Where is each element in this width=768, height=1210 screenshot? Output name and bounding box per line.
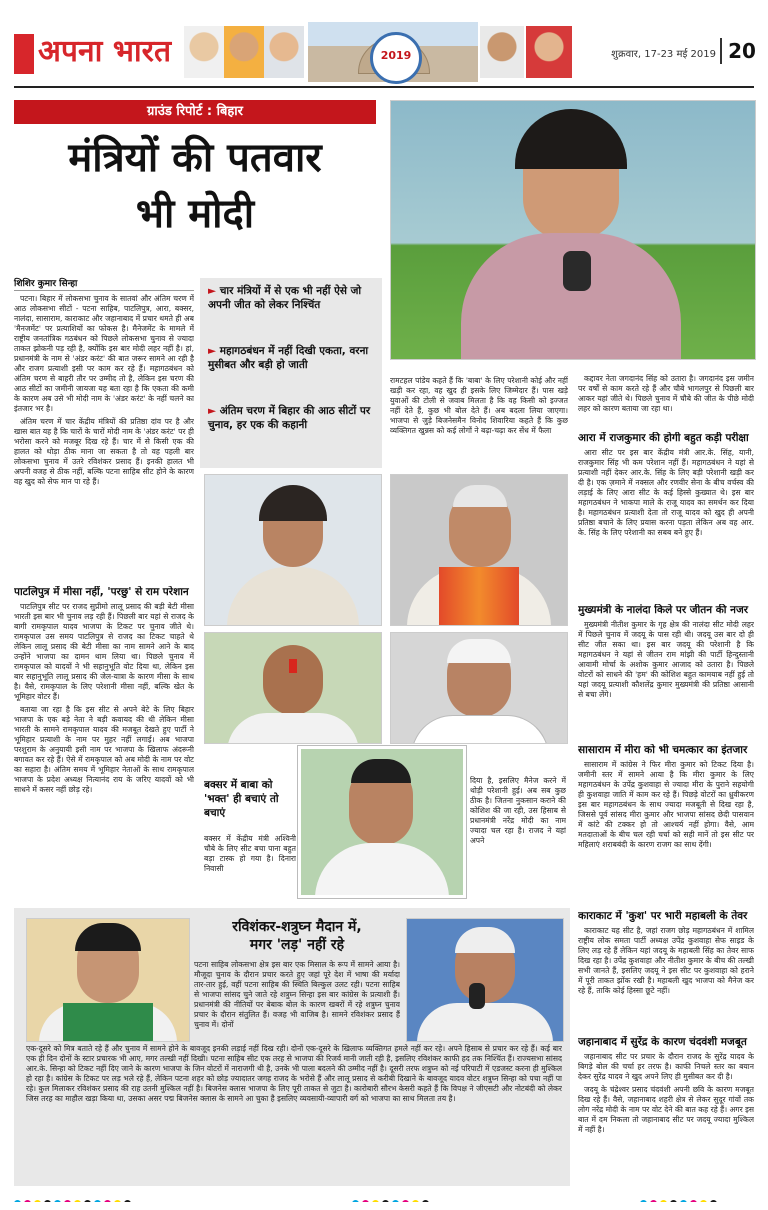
registration-dot (362, 1200, 369, 1202)
article-paragraph: अंतिम चरण में चार केंद्रीय मंत्रियों की प्रतिष्ठा दांव पर है और खास बात यह है कि चारों के चारों मोदी नाम के 'अंडर करंट' पर ही भरोसा करने को मजबूर दिख रहे हैं। चार में से किसी एक की हालत को थोड़ा ठीक माना जा सकता है तो वह पहली बार लोकसभा चुनाव में उतरे रविशंकर प्रसाद हैं। इनकी हालत भी अपनी वजह से ठीक नहीं, बल्कि पटना साहिब सीट होने के कारण वह खुद को सेफ मान पा रहे हैं। (14, 417, 194, 486)
photo-figure-body (315, 843, 449, 898)
article-paragraph: जहानाबाद सीट पर प्रचार के दौरान राजद के सुरेंद्र यादव के बिगड़े बोल की चर्चा हर तरफ है। काफी निचले स्तर का बयान देकर सुरेंद्र यादव ने खुद अपने लिए ही मुसीबत कर दी है। (578, 1052, 754, 1081)
registration-dot (422, 1200, 429, 1202)
registration-dot (114, 1200, 121, 1202)
photo-figure-hair (515, 109, 627, 169)
photo-scarf (439, 567, 519, 626)
article-paragraph: पटना। बिहार में लोकसभा चुनाव के सातवां और अंतिम चरण में आठ लोकसभा सीटों - पटना साहिब, पाटलिपुत्र, आरा, बक्सर, नालंदा, सासाराम, काराकाट और जहानाबाद में प्रचार थमते ही अब 'मैनजमेंट' पर प्रत्याशियों का फोकस है। मैनेजमेंट के मामले में राष्ट्रीय जनतांत्रिक गठबंधन को पिछले लोकसभा चुनाव से ज्यादा ताकत झोकनी पड़ रही है, क्योंकि इस बार मोदी लहर नहीं है। हां, प्रधानमंत्री के नाम से 'अंडर करंट' की बात जरूर सामने आ रही है और राजग प्रत्याशी इसी पर काम कर रहे हैं। महागठबंधन को अंतिम चरण से बाहरी तौर पर उम्मीद तो है, लेकिन इस चरण की आठ सीटों का जमीनी जायजा यह बता रहा है कि एकता की कमी के कारण अब उसे भी मोदी नाम के 'अंडर करंट' के नहीं चलने का इंतजार भर है। (14, 294, 194, 413)
highlight-item (208, 284, 378, 312)
photo-shatrughan-sinha (26, 918, 190, 1042)
headline-line-1: मंत्रियों की पतवार (68, 135, 322, 181)
masthead-title: अपना भारत (38, 34, 172, 69)
photo-microphone (469, 983, 485, 1009)
photo-rk-singh (298, 746, 466, 898)
patna-headline-line-1: रविशंकर-शत्रुघ्न मैदान में, (232, 919, 362, 935)
highlight-text: महागठबंधन में नहीं दिखी एकता, वरना मुसीबत और बड़ी हो जाती (208, 345, 369, 371)
leader-photo (184, 26, 224, 78)
photo-figure-hair (259, 485, 327, 521)
registration-dot (44, 1200, 51, 1202)
patna-lead-text: पटना साहिब लोकसभा क्षेत्र इस बार एक मिसाल के रूप में सामने आया है। मौजूदा चुनाव के दौरान प्रचार करते हुए जहां पूरे देश में भाषा की मर्यादा तार-तार हुई, वहीं पटना साहिब की स्थिति बिल्कुल उलट रही। पटना साहिब से भाजपा सांसद चुने जाते रहे शत्रुघ्न सिन्हा इस बार कांग्रेस के प्रत्याशी हैं। प्रधानमंत्री की नीतियों पर बेबाक बोल के कारण खबरों में रहे शत्रुघ्न चुनाव प्रचार के दौरान संतुलित हैं। वजह भी वाजिब है। सामने रविशंकर प्रसाद हैं चुनाव में। दोनों (194, 960, 400, 1029)
photo-scarf (63, 1003, 153, 1042)
photo-tilak (289, 659, 297, 673)
photo-ravi-shankar-prasad (406, 918, 564, 1042)
highlight-item (208, 344, 378, 372)
photo-ram-kripal-yadav (204, 632, 382, 744)
masthead-red-block (14, 34, 34, 74)
article-paragraph: सासाराम में कांग्रेस ने फिर मीरा कुमार को टिकट दिया है। जमीनी स्तर में सामने आया है कि मीरा कुमार के लिए महागठबंधन के उपेंद्र कुशवाहा से ज्यादा मीरा के पुराने सहयोगी ही कुशवाहा जाति में काम कर रहे हैं। पिछड़े वोटरों का ध्रुवीकरण इस बार महागठबंधन के साथ ज्यादा मजबूती से दिख रहा है, जिससे पूर्व सांसद मीरा कुमार और भाजपा सांसद छेदी पासवान में कांटे की टक्कर हो तो आश्चर्य नहीं होगा। वैसे, आम मतदाताओं के बीच चल रही चर्चा को सही मानें तो इस सीट पर महिलाएं शराबबंदी के कारण राजग का साथ देंगी। (578, 760, 754, 849)
photo-figure-body (417, 1003, 553, 1042)
leader-photo (264, 26, 304, 78)
registration-dot (94, 1200, 101, 1202)
photo-ashwini-choubey (390, 474, 568, 626)
registration-dot (660, 1200, 667, 1202)
headline (14, 130, 376, 242)
registration-dot (392, 1200, 399, 1202)
registration-dot (670, 1200, 677, 1202)
headline-line-2: भी मोदी (135, 191, 255, 237)
subhead-jehanabad: जहानाबाद में सुरेंद्र के कारण चंदवंशी मजबूत (578, 1036, 747, 1048)
article-paragraph: कद्दावर नेता जगदानंद सिंह को उतारा है। जगदानंद इस जमीन पर वर्षों से काम करते रहे हैं और चौबे भागलपुर से पिछली बार आकर यहां जीते थे। पिछले चुनाव में चौबे की जीत के पीछे मोदी लहर को कारण बताया जा रहा था। (578, 374, 754, 413)
registration-dot (352, 1200, 359, 1202)
highlights-box (200, 278, 382, 468)
registration-dot (650, 1200, 657, 1202)
article-paragraph: बताया जा रहा है कि इस सीट से अपने बेटे के लिए बिहार भाजपा के एक बड़े नेता ने बड़ी कवायद की थी लेकिन मीसा भारती के सामने रामकृपाल यादव की मजबूत देखते हुए पार्टी ने भूमिहार प्रत्याशी के नाम पर मुहर नहीं लगाई। अब भाजपा परशुराम के अनुयायी इसी नाम पर भाजपा के खिलाफ अंदरूनी बगावत कर रहे हैं। ऐसे में रामकृपाल को अब मोदी के नाम पर वोट का सहारा है। अंतिम समय में भूमिहार नेताओं के साथ रामकृपाल भाजपा के प्रदेश अध्यक्ष नित्यानंद राय के जरिए यादवों को भी साधने में कसर नहीं छोड़ रहे। (14, 705, 194, 794)
leader-photo (480, 26, 524, 78)
registration-dot (34, 1200, 41, 1202)
byline: शिशिर कुमार सिन्हा (14, 279, 78, 289)
article-paragraph: जदयू के चंद्रेश्वर प्रसाद चंदवंशी अपनी छवि के कारण मजबूत दिख रहे हैं। वैसे, जहानाबाद शहरी क्षेत्र से लेकर सुदूर गांवों तक लोग नरेंद्र मोदी के नाम पर वोट देने की बात कह रहे हैं। अगर इस बात में दम निकला तो जहानाबाद सीट पर जदयू ज्यादा मुश्किल में नहीं है। (578, 1085, 754, 1134)
header-rule (14, 86, 754, 88)
photo-microphone (563, 251, 591, 291)
arrow-bullet-icon: ► (208, 405, 217, 417)
article-column-4 (578, 374, 754, 428)
registration-dot (372, 1200, 379, 1202)
photo-figure-head (263, 645, 323, 715)
registration-dot (24, 1200, 31, 1202)
arrow-bullet-icon: ► (208, 285, 217, 297)
parliament-image (308, 22, 478, 82)
patna-headline-line-2: मगर 'लड़' नहीं रहे (249, 937, 345, 953)
subhead-ara: आरा में राजकुमार की होगी बहुत कड़ी परीक्षा (578, 432, 749, 444)
photo-figure-hair (75, 923, 141, 951)
registration-dot (700, 1200, 707, 1202)
header-photo-strip (184, 22, 576, 82)
photo-misa-bharti (390, 100, 756, 360)
subhead-buxar: बक्सर में बाबा को 'भक्त' ही बचाएं तो बचाएं (204, 779, 279, 819)
registration-dot (680, 1200, 687, 1202)
leader-photo (224, 26, 264, 78)
article-column-4-karakat (578, 926, 754, 1032)
highlight-text: अंतिम चरण में बिहार की आठ सीटों पर चुनाव, हर एक की कहानी (208, 405, 371, 431)
registration-dot (412, 1200, 419, 1202)
registration-dot (690, 1200, 697, 1202)
election-badge (370, 32, 422, 84)
article-column-1 (14, 294, 194, 586)
page-number: 20 (720, 38, 762, 64)
registration-dot (54, 1200, 61, 1202)
photo-figure-hair (455, 927, 515, 953)
registration-dot (104, 1200, 111, 1202)
registration-dot (124, 1200, 131, 1202)
subhead-nalanda: मुख्यमंत्री के नालंदा किले पर जीतन की नजर (578, 604, 749, 616)
color-registration-dots (640, 1192, 754, 1202)
article-column-4-nalanda (578, 620, 754, 740)
article-paragraph: पाटलिपुत्र सीट पर राजद सुप्रीमो लालू प्रसाद की बड़ी बेटी मीसा भारती इस बार भी चुनाव लड़ रही हैं। पिछली बार यहां से राजद के बागी रामकृपाल यादव भाजपा के टिकट पर चुनाव जीते थे। रामकृपाल उस समय पाटलिपुत्र से राजद का टिकट चाहते थे लेकिन लालू प्रसाद की बेटी मीसा का नाम सामने आने के बाद उन्होंने भाजपा का दामन थाम लिया था। पिछले चुनाव में रामकृपाल को यादवों ने भी सहानुभूति वोट दिया था, लेकिन इस बार सहानुभूति लालू प्रसाद की जेल-यात्रा के कारण मीसा के साथ है। वैसे, रामकृपाल के लिए परेशानी मीसा नहीं, बल्कि खेत के भूमिहार वोटर हैं। (14, 602, 194, 701)
kicker-label: ग्राउंड रिपोर्ट : बिहार (14, 100, 376, 124)
registration-dot (402, 1200, 409, 1202)
color-registration-dots (352, 1192, 482, 1202)
article-column-1b (14, 602, 194, 900)
photo-figure-hair (447, 639, 511, 663)
photo-figure-body (411, 715, 549, 744)
highlight-item (208, 404, 378, 432)
registration-dot (64, 1200, 71, 1202)
highlight-text: चार मंत्रियों में से एक भी नहीं ऐसे जो अपनी जीत को लेकर निश्चिंत (208, 285, 362, 311)
registration-dot (84, 1200, 91, 1202)
subhead-patliputra: पाटलिपुत्र में मीसा नहीं, 'परछु' से राम परेशान (14, 586, 189, 598)
article-column-4-sasaram (578, 760, 754, 906)
subhead-sasaram: सासाराम में मीरा को भी चमत्कार का इंतजार (578, 744, 748, 756)
registration-dot (710, 1200, 717, 1202)
patna-headline (194, 918, 400, 954)
photo-figure-hair (351, 759, 411, 783)
leader-photo (526, 26, 572, 78)
registration-dot (14, 1200, 21, 1202)
article-mid-text: रामटहल पांडेय कहते हैं कि 'बाबा' के लिए परेशानी कोई और नहीं खड़ी कर रहा, वह खुद ही इसके लिए जिम्मेदार हैं। पास खड़े युवाओं की टोली से जवाब मिलता है कि वह किसी को इज्जत नहीं देते हैं, कुछ भी बोल देते हैं। अब बदला लिया जाएगा। भाजपा से जुड़े बिजनेसमैन विनोद शिवारिया कहते हैं कि कुछ व्यक्तिगत खुन्नस को कई लोगों ने बढ़ा-चढ़ा कर सेंध में फैला (390, 376, 568, 435)
photo-figure-body (227, 713, 359, 744)
buxar-text: बक्सर में केंद्रीय मंत्री अश्विनी चौबे के लिए सीट बचा पाना बहुत बड़ा टास्क हो गया है। दिनारा निवासी (204, 834, 296, 873)
registration-dot (382, 1200, 389, 1202)
article-paragraph: आरा सीट पर इस बार केंद्रीय मंत्री आर.के. सिंह, यानी, राजकुमार सिंह भी कम परेशान नहीं हैं। महागठबंधन ने यहां से प्रत्याशी नहीं देकर आर.के. सिंह के लिए बड़ी परेशानी खड़ी कर दी है। एक ज़माने में नक्सल और रणवीर सेना के बीच वर्चस्व की लड़ाई के लिए आरा सीट के कई हिस्से कुख्यात थे। इस बार महागठबंधन ने भाकपा माले के राजू यादव का समर्थन कर दिया है। महागठबंधन प्रत्याशी देता तो राजू यादव को खुद ही अपनी प्रतिष्ठा बचाने के लिए प्रयास करना पड़ता लेकिन अब वह आर. के. सिंह के लिए परेशानी का सबब बने हुए हैं। (578, 448, 754, 537)
issue-date: शुक्रवार, 17-23 मई 2019 (611, 49, 716, 60)
article-paragraph: मुख्यमंत्री नीतीश कुमार के गृह क्षेत्र की नालंदा सीट मोदी लहर में पिछले चुनाव में जदयू के पास रही थी। जदयू उस बार दो ही सीट जीत सका था। इस बार जदयू की परेशानी है कि महागठबंधन ने यहां से जीतन राम मांझी की पार्टी हिन्दुस्तानी आवामी मोर्चा के अशोक कुमार आजाद को उतारा है। पिछले वोटरों को साधने की 'हम' की कोशिश बहुत कामयाब नहीं हुई तो यहां जदयू प्रत्याशी कौशलेंद्र कुमार मुख्यमंत्री की प्रतिष्ठा आसानी से बचा लेंगे। (578, 620, 754, 699)
photo-figure-body (227, 567, 359, 626)
buxar-text-continued: दिया है, इसलिए मैनेज करने में थोड़ी परेशानी हुई। अब सब कुछ ठीक है। जितना नुकसान कराने की कोशिश की जा रही, उस हिसाब से प्रधानमंत्री नरेंद्र मोदी का नाम ज्यादा चल रहा है। राजद ने यहां अपने (470, 776, 566, 845)
registration-dot (74, 1200, 81, 1202)
arrow-bullet-icon: ► (208, 345, 217, 357)
masthead-bar (14, 28, 182, 78)
patna-body-text: एक-दूसरे को मित्र बताते रहे हैं और चुनाव में सामने होने के बावजूद इनकी लड़ाई नहीं दिख रही। दोनों एक-दूसरे के खिलाफ व्यक्तिगत हमले नहीं कर रहे। अपने हिसाब से प्रचार कर रहे हैं। कई बार एक ही दिन दोनों के स्टार प्रचारक भी आए, मगर तल्खी नहीं दिखी। पटना साहिब सीट एक तरह से भाजपा की रिजर्व मानी जाती रही है, इसलिए रविशंकर काफी हद तक निश्चिंत हैं। राज्यसभा सांसद आर.के. सिन्हा को टिकट नहीं दिए जाने के कारण भाजपा के जिन वोटरों में नाराजगी थी है, उनके भी पाला बदलने की उम्मीद नहीं है। दूसरी तरफ शत्रुघ्न को नई परिपाटी में एडजस्ट करना ही मुश्किल हो रहा है। कांग्रेस के टिकट पर लड़ भले रहे हैं, लेकिन पटना शहर को छोड़ ज्यादातर जगह राजद के भरोसे हैं और लालू प्रसाद से करीबी दिखाने के बावजूद यादव वोटर शत्रुघ्न सिन्हा को पचा नहीं पा रहे। कुल मिलाकर रविशंकर प्रसाद की राह उतनी मुश्किल नहीं है। बिजनेस क्लास भाजपा के लिए पूरी ताकत से जुटा है। कारोबारी सौरभ केसरी कहते हैं कि विपक्ष ने जीएसटी और नोटबंदी को लेकर जिस तरह का माहौल खड़ा किया था, उसका असर पद्म बिजनेस क्लास के सामने आ चुका है इसलिए व्यवसायी-व्यापारी वर्ग को भाजपा का साथ मिलता तय है। (26, 1044, 562, 1103)
photo-figure-hair (453, 485, 507, 507)
photo-jagdanand-singh (390, 632, 568, 744)
registration-dot (640, 1200, 647, 1202)
photo-meira-kumar (204, 474, 382, 626)
election-badge-year: 2019 (380, 49, 412, 62)
article-column-4-ara (578, 448, 754, 600)
byline-rule (14, 290, 194, 291)
subhead-karakat: काराकाट में 'कुश' पर भारी महाबली के तेवर (578, 910, 748, 922)
article-paragraph: काराकाट यह सीट है, जहां राजग छोड़ महागठबंधन में शामिल राष्ट्रीय लोक समता पार्टी अध्यक्ष उपेंद्र कुशवाहा सेफ साइड के लिए लड़ रहे हैं लेकिन यहां जदयू के महाबली सिंह का तेवर साफ दिख रहा है। उपेंद्र कुशवाहा और नीतीश कुमार के बीच की तल्खी सभी जानते हैं, इसलिए जदयू ने इस सीट पर कुशवाहा को हराने में पूरी ताकत झोंक रखी है। महाबली खुद भाजपा को मैनेज कर रहे हैं, ताकि कोई हिस्सा छूटे नहीं। (578, 926, 754, 995)
article-column-4-jehanabad (578, 1052, 754, 1186)
